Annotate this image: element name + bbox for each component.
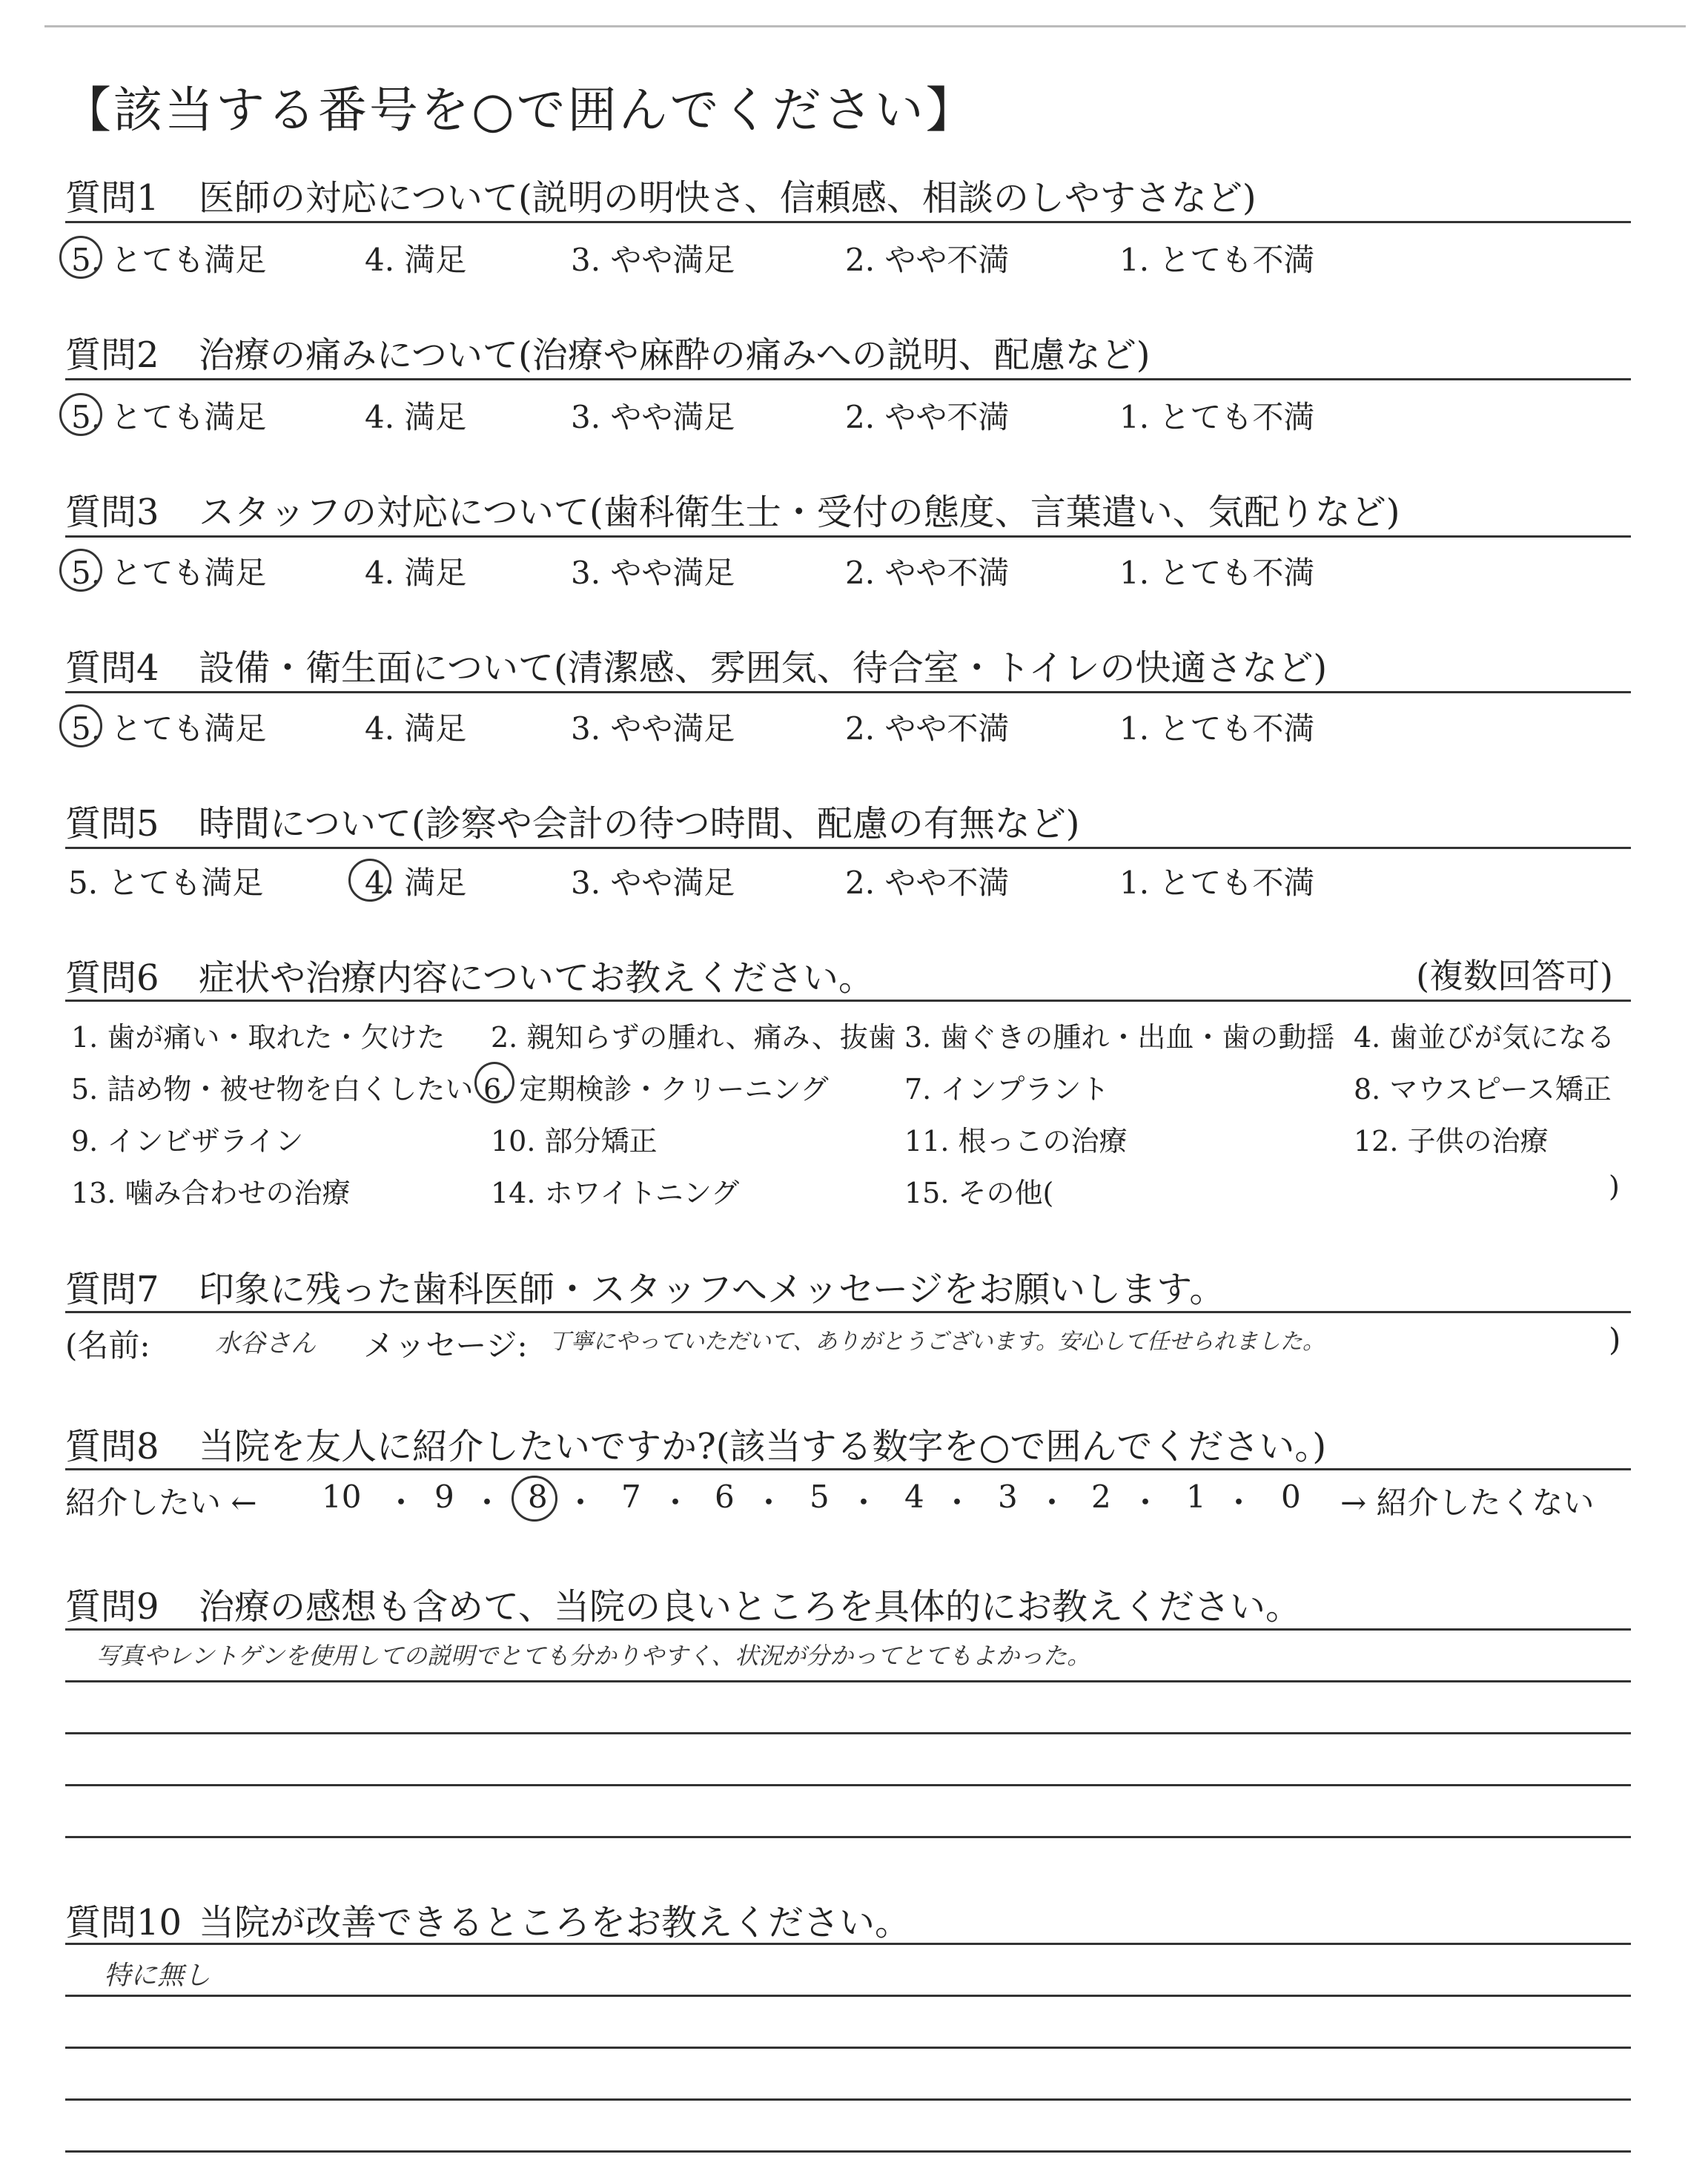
question-text: 症状や治療内容についてお教えください。: [199, 957, 875, 999]
q2-option-1[interactable]: 1. とても不満: [1119, 399, 1315, 435]
divider: [65, 1000, 1631, 1002]
referral-right-label: → 紹介したくない: [1340, 1484, 1595, 1521]
treatment-option[interactable]: 12. 子供の治療: [1354, 1125, 1549, 1157]
question-text: 治療の痛みについて(治療や麻酔の痛みへの説明、配慮など): [199, 334, 1151, 376]
writing-line: [65, 1995, 1631, 1997]
question-6: [65, 949, 874, 1000]
treatment-option[interactable]: 6. 定期検診・クリーニング: [483, 1073, 829, 1106]
writing-line: [65, 1943, 1631, 1945]
q4-option-3[interactable]: 3. やや満足: [571, 710, 735, 747]
answer-circle: [348, 859, 391, 902]
q4-option-2[interactable]: 2. やや不満: [845, 710, 1010, 747]
question-2: [65, 326, 1151, 377]
message-handwritten[interactable]: 丁寧にやっていただいて、ありがとうございます。安心して任せられました。: [549, 1329, 1325, 1355]
writing-line: [65, 1836, 1631, 1838]
referral-4[interactable]: 4: [904, 1479, 924, 1515]
referral-7[interactable]: 7: [621, 1479, 641, 1515]
answer-circle: [59, 236, 102, 279]
divider: [65, 1311, 1631, 1313]
referral-5[interactable]: 5: [810, 1479, 830, 1515]
writing-line: [65, 1732, 1631, 1734]
q1-option-2[interactable]: 2. やや不満: [845, 242, 1010, 278]
treatment-option[interactable]: 4. 歯並びが気になる: [1354, 1021, 1615, 1054]
question-text: 当院を友人に紹介したいですか?(該当する数字を○で囲んでください。): [199, 1426, 1327, 1467]
treatment-option[interactable]: 8. マウスピース矯正: [1354, 1073, 1612, 1106]
question-7: [65, 1261, 1225, 1312]
message-label: メッセージ:: [363, 1327, 528, 1364]
treatment-option[interactable]: 14. ホワイトニング: [491, 1177, 740, 1209]
q3-option-2[interactable]: 2. やや不満: [845, 555, 1010, 591]
q3-option-4[interactable]: 4. 満足: [365, 555, 467, 591]
treatment-option[interactable]: 10. 部分矯正: [491, 1125, 658, 1157]
writing-line: [65, 2098, 1631, 2101]
q2-option-3[interactable]: 3. やや満足: [571, 399, 735, 435]
page-title: 【該当する番号を○で囲んでください】: [62, 82, 977, 139]
divider: [65, 847, 1631, 849]
q3-option-5[interactable]: 5. とても満足: [71, 555, 267, 591]
question-number: 質問5: [65, 803, 159, 845]
separator-dot: ・: [385, 1484, 417, 1521]
other-close-paren: ): [1609, 1170, 1620, 1203]
separator-dot: ・: [565, 1484, 597, 1521]
referral-left-label: 紹介したい ←: [65, 1484, 257, 1521]
answer-circle: [512, 1476, 557, 1522]
separator-dot: ・: [753, 1484, 785, 1521]
q5-option-4[interactable]: 4. 満足: [365, 865, 467, 901]
q5-option-3[interactable]: 3. やや満足: [571, 865, 735, 901]
treatment-option[interactable]: 3. 歯ぐきの腫れ・出血・歯の動揺: [904, 1021, 1335, 1054]
treatment-option[interactable]: 1. 歯が痛い・取れた・欠けた: [71, 1021, 446, 1054]
question-text: 医師の対応について(説明の明快さ、信頼感、相談のしやすさなど): [199, 177, 1257, 219]
question-number: 質問10: [65, 1902, 182, 1943]
q1-option-3[interactable]: 3. やや満足: [571, 242, 735, 278]
question-number: 質問1: [65, 177, 159, 219]
separator-dot: ・: [941, 1484, 973, 1521]
referral-3[interactable]: 3: [998, 1479, 1018, 1515]
q5-option-1[interactable]: 1. とても不満: [1119, 865, 1315, 901]
question-text: 設備・衛生面について(清潔感、雰囲気、待合室・トイレの快適さなど): [199, 647, 1328, 689]
referral-6[interactable]: 6: [715, 1479, 735, 1515]
divider: [65, 535, 1631, 538]
name-label: (名前:: [65, 1327, 150, 1364]
divider: [65, 691, 1631, 693]
q1-option-4[interactable]: 4. 満足: [365, 242, 467, 278]
question-text: スタッフの対応について(歯科衛生士・受付の態度、言葉遣い、気配りなど): [199, 492, 1400, 533]
question-text: 印象に残った歯科医師・スタッフへメッセージをお願いします。: [199, 1269, 1225, 1310]
q3-option-3[interactable]: 3. やや満足: [571, 555, 735, 591]
separator-dot: ・: [1223, 1484, 1255, 1521]
treatment-option[interactable]: 9. インビザライン: [71, 1125, 304, 1157]
name-handwritten[interactable]: 水谷さん: [215, 1329, 316, 1358]
treatment-option[interactable]: 5. 詰め物・被せ物を白くしたい: [71, 1073, 474, 1106]
referral-2[interactable]: 2: [1091, 1479, 1111, 1515]
q4-option-1[interactable]: 1. とても不満: [1119, 710, 1315, 747]
referral-10[interactable]: 10: [322, 1479, 362, 1515]
writing-line: [65, 1680, 1631, 1682]
q9-handwritten-answer[interactable]: 写真やレントゲンを使用しての説明でとても分かりやすく、状況が分かってとてもよかった。: [96, 1642, 1091, 1670]
answer-circle: [59, 549, 102, 592]
question-number: 質問3: [65, 492, 159, 533]
answer-circle: [59, 704, 102, 747]
referral-1[interactable]: 1: [1186, 1479, 1206, 1515]
separator-dot: ・: [660, 1484, 692, 1521]
q4-option-5[interactable]: 5. とても満足: [71, 710, 267, 747]
question-number: 質問2: [65, 334, 159, 376]
question-number: 質問7: [65, 1269, 159, 1310]
q2-option-5[interactable]: 5. とても満足: [71, 399, 267, 435]
question-number: 質問9: [65, 1586, 159, 1628]
question-3: [65, 483, 1400, 535]
q2-option-2[interactable]: 2. やや不満: [845, 399, 1010, 435]
message-close-paren: ): [1609, 1321, 1621, 1358]
question-8: [65, 1418, 1326, 1469]
answer-circle: [474, 1062, 514, 1103]
referral-0[interactable]: 0: [1281, 1479, 1301, 1515]
q5-option-2[interactable]: 2. やや不満: [845, 865, 1010, 901]
q4-option-4[interactable]: 4. 満足: [365, 710, 467, 747]
question-text: 時間について(診察や会計の待つ時間、配慮の有無など): [199, 803, 1080, 845]
treatment-option[interactable]: 2. 親知らずの腫れ、痛み、抜歯: [491, 1021, 896, 1054]
separator-dot: ・: [1130, 1484, 1162, 1521]
writing-line: [65, 2150, 1631, 2153]
referral-9[interactable]: 9: [434, 1479, 454, 1515]
treatment-option[interactable]: 7. インプラント: [904, 1073, 1110, 1106]
question-text: 当院が改善できるところをお教えください。: [199, 1902, 911, 1943]
writing-line: [65, 2047, 1631, 2049]
treatment-option[interactable]: 11. 根っこの治療: [904, 1125, 1128, 1157]
question-10: [65, 1894, 910, 1945]
q5-option-5[interactable]: 5. とても満足: [68, 865, 264, 901]
separator-dot: ・: [848, 1484, 880, 1521]
question-text: 治療の感想も含めて、当院の良いところを具体的にお教えください。: [199, 1586, 1302, 1628]
question-1: [65, 169, 1257, 220]
referral-8[interactable]: 8: [528, 1479, 548, 1515]
treatment-option[interactable]: 13. 噛み合わせの治療: [71, 1177, 351, 1209]
top-border: [44, 25, 1686, 27]
q3-option-1[interactable]: 1. とても不満: [1119, 555, 1315, 591]
q10-handwritten-answer[interactable]: 特に無し: [104, 1961, 211, 1991]
question-number: 質問8: [65, 1426, 159, 1467]
divider: [65, 221, 1631, 223]
q1-option-5[interactable]: 5. とても満足: [71, 242, 267, 278]
question-number: 質問6: [65, 957, 159, 999]
separator-dot: ・: [1036, 1484, 1068, 1521]
q1-option-1[interactable]: 1. とても不満: [1119, 242, 1315, 278]
question-5: [65, 795, 1080, 846]
treatment-option-other[interactable]: 15. その他(: [904, 1177, 1054, 1209]
question-number: 質問4: [65, 647, 159, 689]
writing-line: [65, 1784, 1631, 1786]
divider: [65, 378, 1631, 380]
separator-dot: ・: [471, 1484, 503, 1521]
question-4: [65, 639, 1327, 690]
q2-option-4[interactable]: 4. 満足: [365, 399, 467, 435]
divider: [65, 1468, 1631, 1470]
question-9: [65, 1578, 1301, 1629]
answer-circle: [59, 393, 102, 436]
writing-line: [65, 1628, 1631, 1631]
multiple-answer-note: (複数回答可): [1416, 956, 1613, 996]
